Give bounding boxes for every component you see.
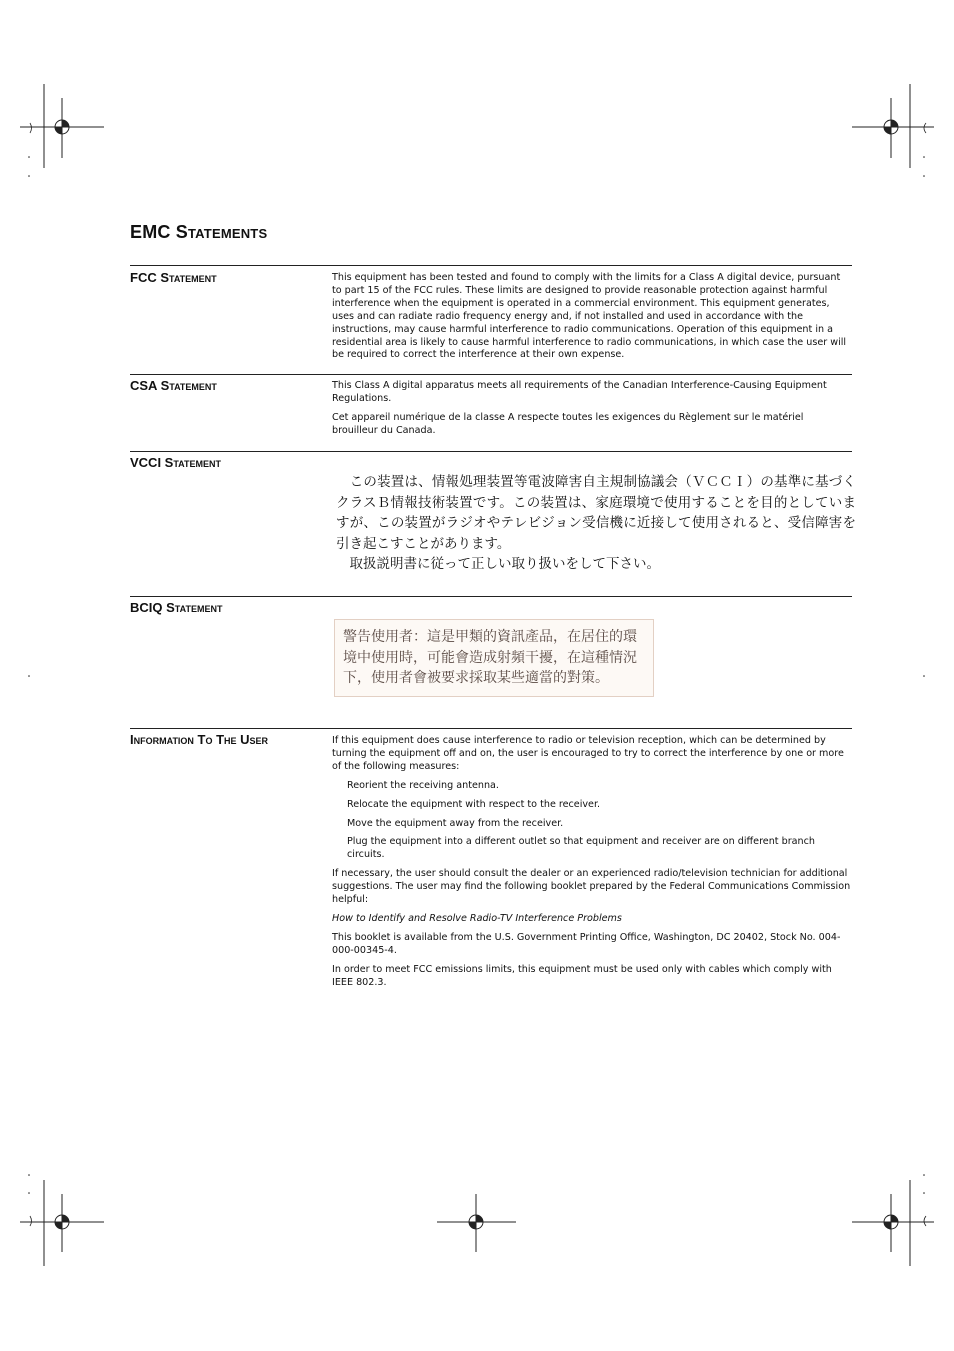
information-to-user-body <box>332 735 852 996</box>
bciq-warning-text: 警告使用者：這是甲類的資訊產品，在居住的環境中使用時，可能會造成射頻干擾，在這種情況下，使用者會被要求採取某些適當的對策。 <box>343 629 637 686</box>
vcci-statement-body <box>336 472 856 575</box>
measure-item: Relocate the equipment with respect to the receiver. <box>347 798 601 810</box>
measure-item: Plug the equipment into a different outlet so that equipment and receiver are on different branch circuits. <box>347 836 815 861</box>
vcci-statement-heading: VCCI Statement <box>130 455 222 470</box>
measure-item: Move the equipment away from the receiver. <box>347 817 564 829</box>
info-consult: If necessary, the user should consult the dealer or an experienced radio/television technician for additional suggestions. The user may find the following booklet prepared by the Federal Communications Commission helpful: <box>332 868 851 906</box>
fcc-paragraph: This equipment has been tested and found to comply with the limits for a Class A digital device, pursuant to part 15 of the FCC rules. These limits are designed to provide reasonable protection against harmful interference when the equipment is operated in a commercial environment. This equipment generates, uses and can radiate radio frequency energy and, if not installed and used in accordance with the instructions, may cause harmful interference to radio communications. Operation of this equipment in a residential area is likely to cause harmful interference to radio communications, in which case the user will be required to correct the interference at their own expense. <box>332 272 847 361</box>
csa-statement-heading: CSA Statement <box>130 378 217 393</box>
csa-paragraph-french: Cet appareil numérique de la classe A respecte toutes les exigences du Règlement sur le matériel brouilleur du Canada. <box>332 411 804 436</box>
bciq-warning-box <box>334 619 654 697</box>
information-to-user-heading: Information To The User <box>130 732 269 747</box>
fcc-statement-body <box>332 272 852 368</box>
cables-requirement: In order to meet FCC emissions limits, this equipment must be used only with cables which comply with IEEE 802.3. <box>332 963 832 988</box>
section-divider <box>130 451 852 452</box>
booklet-availability: This booklet is available from the U.S. Government Printing Office, Washington, DC 20402, Stock No. 004-000-00345-4. <box>332 931 841 956</box>
measure-item: Reorient the receiving antenna. <box>347 779 499 791</box>
section-divider <box>130 265 852 266</box>
info-intro: If this equipment does cause interference to radio or television reception, which can be determined by turning the equipment off and on, the user is encouraged to try to correct the interference by one or more of the following measures: <box>332 735 844 772</box>
section-divider <box>130 374 852 375</box>
section-divider <box>130 596 852 597</box>
vcci-paragraph: 取扱説明書に従って正しい取り扱いをして下さい。 <box>336 556 660 572</box>
page-title: EMC Statements <box>130 222 268 242</box>
fcc-statement-heading: FCC Statement <box>130 270 217 285</box>
csa-paragraph-english: This Class A digital apparatus meets all requirements of the Canadian Interference-Causing Equipment Regulations. <box>332 380 827 404</box>
booklet-title: How to Identify and Resolve Radio-TV Interference Problems <box>332 912 622 924</box>
csa-statement-body <box>332 380 852 444</box>
section-divider <box>130 728 852 729</box>
bciq-statement-heading: BCIQ Statement <box>130 600 223 615</box>
vcci-paragraph: この装置は、情報処理装置等電波障害自主規制協議会（ＶＣＣＩ）の基準に基づくクラスＢ情報技術装置です。この装置は、家庭環境で使用することを目的としていますが、この装置がラジオやテレビジョン受信機に近接して使用されると、受信障害を引き起こすことがあります。 <box>336 474 856 552</box>
